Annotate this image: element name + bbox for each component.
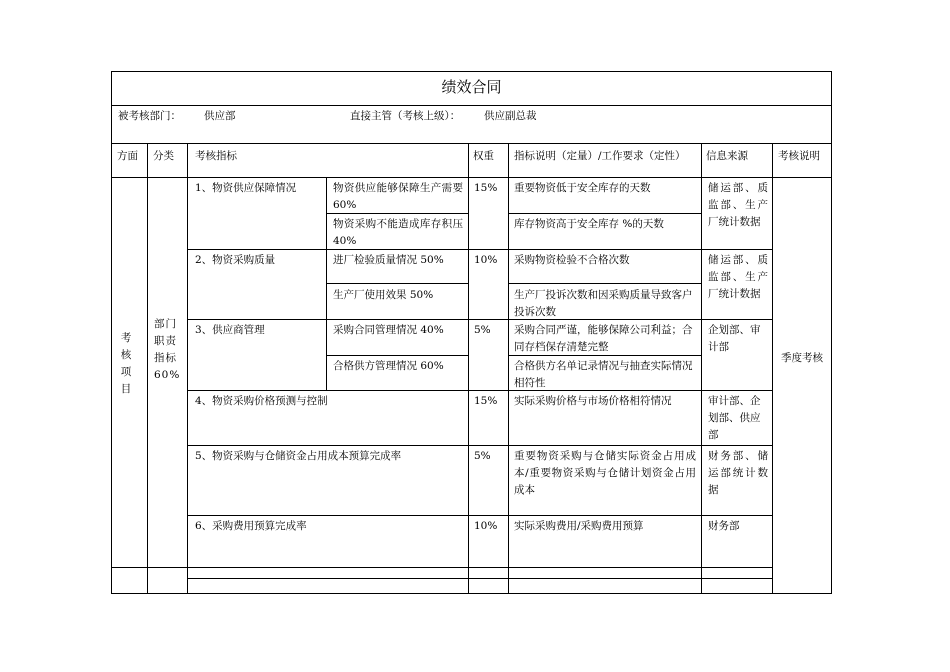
desc-3b: 合格供方名单记录情况与抽查实际情况相符性 <box>514 360 693 389</box>
page-title: 绩效合同 <box>441 78 502 96</box>
indicator-4: 4、物资采购价格预测与控制 <box>195 395 328 407</box>
source-5: 财务部、储运部统计数据 <box>708 450 768 496</box>
header-aspect: 方面 <box>117 150 138 162</box>
desc-5: 重要物资采购与仓储实际资金占用成本/重要物资采购与仓储计划资金占用成本 <box>514 450 696 496</box>
divider <box>112 567 772 568</box>
weight-2: 10% <box>474 254 498 266</box>
divider <box>112 105 831 106</box>
source-3: 企划部、审计部 <box>708 324 761 353</box>
desc-2a: 采购物资检验不合格次数 <box>514 254 630 266</box>
divider <box>112 143 831 144</box>
desc-6: 实际采购费用/采购费用预算 <box>514 520 644 532</box>
divider <box>468 143 469 593</box>
source-4: 审计部、企划部、供应部 <box>708 395 761 441</box>
divider <box>326 283 468 284</box>
sub-indicator-1b: 物资采购不能造成库存积压 40% <box>333 218 463 247</box>
weight-5: 5% <box>474 450 491 462</box>
header-description: 指标说明（定量）/工作要求（定性） <box>514 150 686 162</box>
divider <box>701 143 702 593</box>
divider <box>508 283 701 284</box>
desc-1b: 库存物资高于安全库存 %的天数 <box>514 218 664 230</box>
sub-indicator-1a: 物资供应能够保障生产需要 60% <box>333 182 463 211</box>
source-6: 财务部 <box>708 520 740 532</box>
source-2: 储运部、质监部、生产厂统计数据 <box>708 254 768 300</box>
divider <box>147 143 148 593</box>
desc-4: 实际采购价格与市场价格相符情况 <box>514 395 672 407</box>
header-source: 信息来源 <box>706 150 748 162</box>
divider <box>508 143 509 593</box>
weight-3: 5% <box>474 324 491 336</box>
supervisor-label: 直接主管（考核上级）： <box>350 110 461 122</box>
dept-value: 供应部 <box>204 110 236 122</box>
weight-4: 15% <box>474 395 498 407</box>
indicator-1: 1、物资供应保障情况 <box>195 182 297 194</box>
supervisor-value: 供应副总裁 <box>484 110 537 122</box>
aspect-value: 考核项目 <box>120 332 132 395</box>
weight-6: 10% <box>474 520 498 532</box>
contract-table <box>111 71 832 594</box>
header-category: 分类 <box>153 150 174 162</box>
weight-1: 15% <box>474 182 498 194</box>
header-note: 考核说明 <box>778 150 820 162</box>
header-weight: 权重 <box>473 150 494 162</box>
sub-indicator-2b: 生产厂使用效果 50% <box>333 289 434 301</box>
category-value: 部门职责指标60% <box>154 318 181 381</box>
source-1: 储运部、质监部、生产厂统计数据 <box>708 182 768 228</box>
desc-2b: 生产厂投诉次数和因采购质量导致客户投诉次数 <box>514 289 693 318</box>
desc-1a: 重要物资低于安全库存的天数 <box>514 182 651 194</box>
sub-indicator-2a: 进厂检验质量情况 50% <box>333 254 444 266</box>
divider <box>187 143 188 593</box>
sub-indicator-3b: 合格供方管理情况 60% <box>333 360 444 372</box>
indicator-5: 5、物资采购与仓储资金占用成本预算完成率 <box>195 450 402 462</box>
desc-3a: 采购合同严谨，能够保障公司利益；合同存档保存清楚完整 <box>514 324 693 353</box>
divider <box>188 578 772 579</box>
indicator-6: 6、采购费用预算完成率 <box>195 520 307 532</box>
indicator-3: 3、供应商管理 <box>195 324 265 336</box>
note-value: 季度考核 <box>781 352 823 364</box>
indicator-2: 2、物资采购质量 <box>195 254 276 266</box>
header-indicator: 考核指标 <box>195 150 237 162</box>
dept-label: 被考核部门： <box>118 110 181 122</box>
sub-indicator-3a: 采购合同管理情况 40% <box>333 324 444 336</box>
